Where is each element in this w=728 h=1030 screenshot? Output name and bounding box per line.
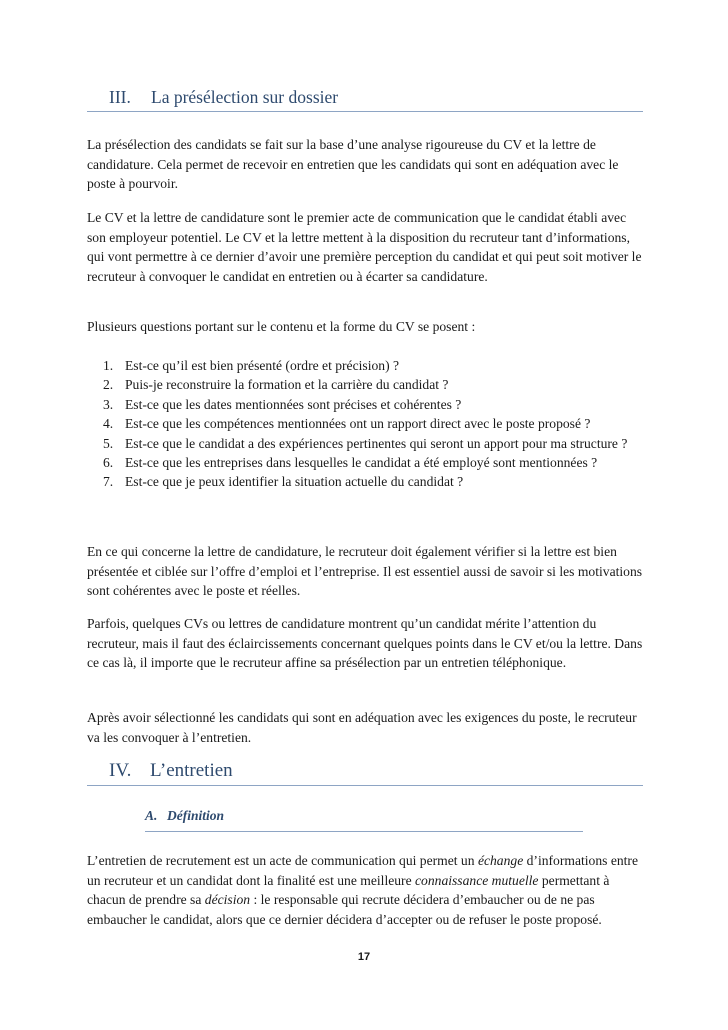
- paragraph-phone-interview: Parfois, quelques CVs ou lettres de candidature montrent qu’un candidat mérite l’attention du recruteur, mais il faut des éclaircissements concernant quelques points dans le CV et/ou la lettre. Dans ce cas là, il importe que le recruteur affine sa présélection par un entretien téléphonique.: [87, 616, 643, 671]
- list-item: 4. Est-ce que les compétences mentionnées ont un rapport direct avec le poste proposé ?: [103, 416, 591, 432]
- list-item: 7. Est-ce que je peux identifier la situation actuelle du candidat ?: [103, 474, 464, 490]
- paragraph-questions-intro: Plusieurs questions portant sur le contenu et la forme du CV se posent :: [87, 319, 476, 334]
- questions-list: [103, 356, 648, 492]
- section-title: L’entretien: [150, 760, 233, 781]
- section-title: La présélection sur dossier: [151, 87, 339, 107]
- emphasis-decision: décision: [204, 892, 251, 908]
- section-number: III.: [109, 87, 131, 107]
- list-item: 5. Est-ce que le candidat a des expériences pertinentes qui seront un apport pour ma structure ?: [103, 435, 628, 451]
- section-heading-preselection: [87, 87, 643, 112]
- subsection-number: A.: [145, 808, 158, 823]
- list-item: 2. Puis-je reconstruire la formation et la carrière du candidat ?: [103, 377, 449, 393]
- paragraph-cv-letter: Le CV et la lettre de candidature sont le premier acte de communication que le candidat établi avec son employeur potentiel. Le CV et la lettre mettent à la disposition du recruteur tant d’informations, qui vont permettre à ce dernier d’avoir une première perception du candidat et qui peut soit motiver le recruteur à convoquer le candidat en entretien ou à écarter sa candidature.: [87, 210, 642, 285]
- emphasis-echange: échange: [477, 853, 524, 868]
- subsection-title: Définition: [167, 808, 225, 823]
- subsection-heading-definition: [145, 808, 583, 832]
- section-number: IV.: [109, 760, 132, 781]
- paragraph-cover-letter: En ce qui concerne la lettre de candidature, le recruteur doit également vérifier si la lettre est bien présentée et ciblée sur l’offre d’emploi et l’entreprise. Il est essentiel aussi de savoir si les motivations sont cohérentes avec le poste et réelles.: [87, 544, 643, 599]
- list-item: 6. Est-ce que les entreprises dans lesquelles le candidat a été employé sont mentionnées ?: [103, 455, 598, 471]
- paragraph-definition: L’entretien de recrutement est un acte de communication qui permet un échange d’informations entre un recruteur et un candidat dont la finalité est une meilleure connaissance mutuelle permettant à chacun de prendre sa décision : le responsable qui recrute décidera d’embaucher ou de ne pas embaucher le candidat, alors que ce dernier décidera d’accepter ou de refuser le poste proposé.: [87, 853, 638, 928]
- paragraph-intro: La présélection des candidats se fait sur la base d’une analyse rigoureuse du CV et la lettre de candidature. Cela permet de recevoir en entretien que les candidats qui sont en adéquation avec le poste à pourvoir.: [87, 137, 619, 192]
- paragraph-convocation: Après avoir sélectionné les candidats qui sont en adéquation avec les exigences du poste, le recruteur va les convoquer à l’entretien.: [87, 710, 637, 745]
- list-item: 1. Est-ce qu’il est bien présenté (ordre et précision) ?: [103, 358, 400, 373]
- page-number: 17: [357, 951, 371, 963]
- list-item: 3. Est-ce que les dates mentionnées sont précises et cohérentes ?: [103, 396, 462, 412]
- section-heading-entretien: [87, 760, 643, 786]
- emphasis-connaissance: connaissance mutuelle: [415, 872, 539, 888]
